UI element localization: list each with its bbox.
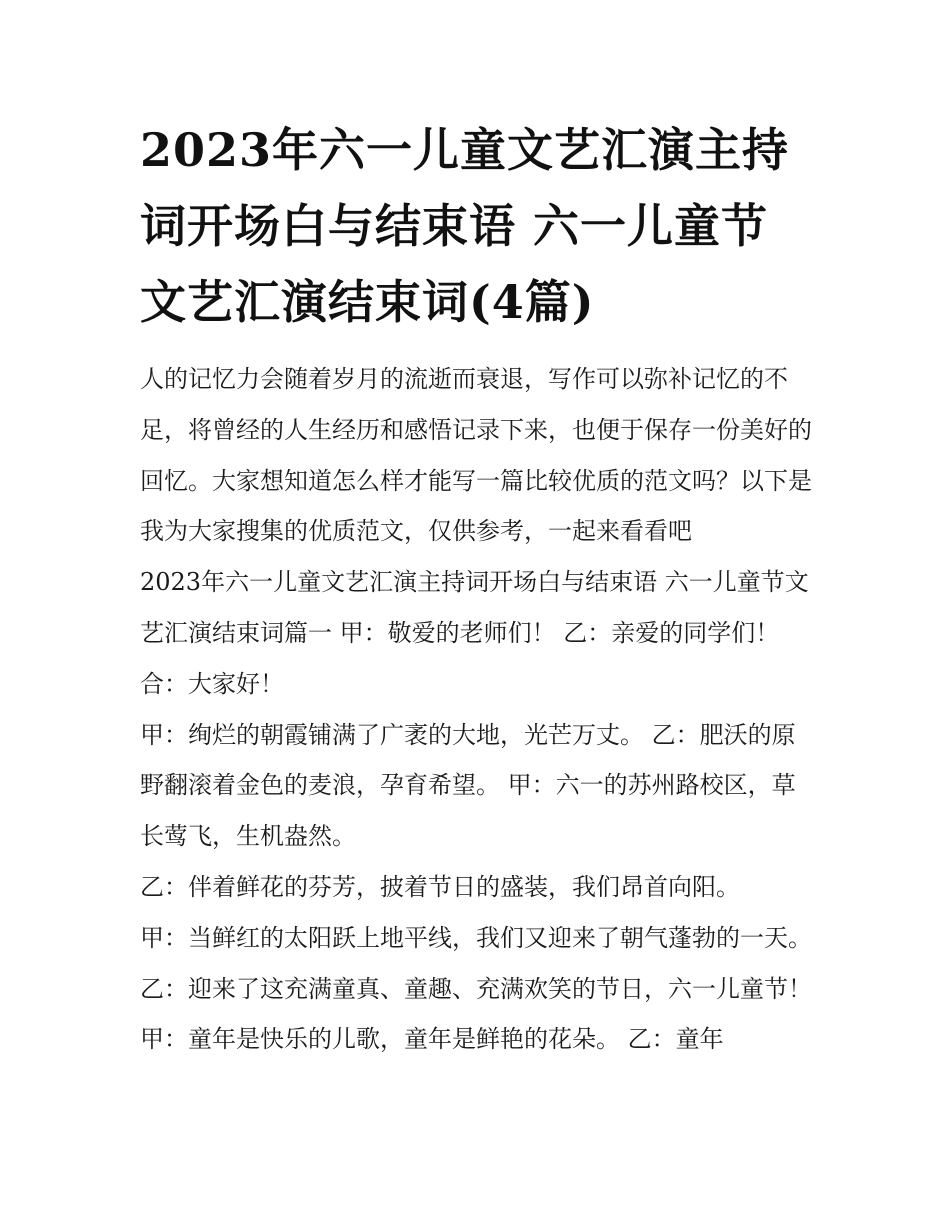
paragraph-dialogue: 甲：绚烂的朝霞铺满了广袤的大地，光芒万丈。 乙：肥沃的原野翻滚着金色的麦浪，孕育希望。 甲：六一的苏州路校区，草长莺飞，生机盎然。 [140,720,796,851]
document-title: 2023年六一儿童文艺汇演主持词开场白与结束语 六一儿童节文艺汇演结束词(4篇) [140,123,790,329]
document-body [140,354,812,1065]
paragraph-dialogue: 乙：伴着鲜花的芬芳，披着节日的盛装，我们昂首向阳。 [140,872,740,901]
paragraph-dialogue: 甲：当鲜红的太阳跃上地平线，我们又迎来了朝气蓬勃的一天。 [140,923,812,952]
document-page [140,112,812,1065]
paragraph-opening: 2023年六一儿童文艺汇演主持词开场白与结束语 六一儿童节文艺汇演结束词篇一 甲：敬爱的老师们！ 乙：亲爱的同学们！ 合：大家好！ [140,568,809,698]
paragraph-intro: 人的记忆力会随着岁月的流逝而衰退，写作可以弥补记忆的不足，将曾经的人生经历和感悟记录下来，也便于保存一份美好的回忆。大家想知道怎么样才能写一篇比较优质的范文吗？以下是我为大家搜集的优质范文，仅供参考，一起来看看吧 [140,365,812,546]
paragraph-dialogue: 乙：迎来了这充满童真、童趣、充满欢笑的节日，六一儿童节！ 甲：童年是快乐的儿歌，童年是鲜艳的花朵。 乙：童年 [140,974,812,1054]
